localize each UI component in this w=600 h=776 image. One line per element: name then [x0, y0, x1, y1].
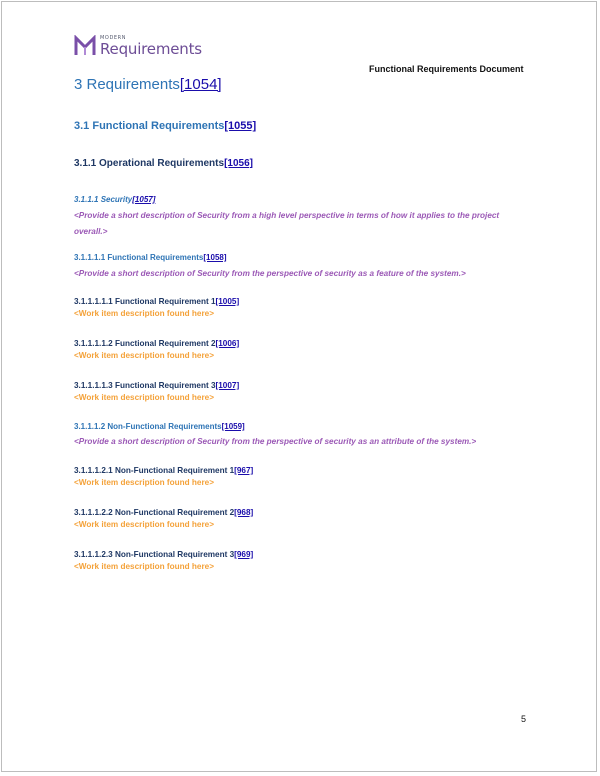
requirement-title	[74, 339, 524, 348]
work-item-link[interactable]: [1007]	[215, 381, 240, 390]
page-number: 5	[521, 714, 527, 724]
work-item-description: <Work item description found here>	[74, 351, 214, 360]
security-description: <Provide a short description of Security from a high level perspective in terms of how it applies to the project overall.>	[74, 211, 500, 236]
requirement-title-text: 3.1.1.1.2.1 Non-Functional Requirement 1	[74, 466, 235, 475]
requirement-title	[74, 508, 524, 517]
modern-requirements-logo	[74, 35, 202, 57]
work-item-description: <Work item description found here>	[74, 562, 214, 571]
requirement-item	[74, 339, 524, 360]
m-logo-icon	[74, 35, 96, 57]
requirement-title	[74, 466, 524, 475]
work-item-link[interactable]: [1055]	[224, 120, 257, 132]
work-item-link[interactable]: [967]	[234, 466, 254, 475]
work-item-link[interactable]: [1056]	[224, 158, 253, 169]
requirement-item	[74, 466, 524, 487]
work-item-description: <Work item description found here>	[74, 393, 214, 402]
work-item-link[interactable]: [1057]	[132, 195, 156, 204]
heading-text: 3.1.1 Operational Requirements	[74, 158, 225, 169]
requirement-title	[74, 550, 524, 559]
work-item-link[interactable]: [1058]	[203, 253, 227, 262]
heading-requirements	[74, 76, 524, 93]
requirement-title-text: 3.1.1.1.1.2 Functional Requirement 2	[74, 339, 216, 348]
heading-text: 3.1 Functional Requirements	[74, 120, 225, 132]
work-item-description: <Work item description found here>	[74, 309, 214, 318]
work-item-description: <Work item description found here>	[74, 478, 214, 487]
requirement-title-text: 3.1.1.1.1.3 Functional Requirement 3	[74, 381, 216, 390]
requirement-item	[74, 550, 524, 571]
requirement-title	[74, 297, 524, 306]
work-item-link[interactable]: [1006]	[215, 339, 240, 348]
work-item-description: <Work item description found here>	[74, 520, 214, 529]
document-page	[1, 1, 597, 772]
functional-description: <Provide a short description of Security from the perspective of security as a feature of the system.>	[74, 269, 466, 278]
non-functional-description: <Provide a short description of Security from the perspective of security as an attribute of the system.>	[74, 437, 477, 446]
heading-functional-requirements	[74, 120, 524, 132]
heading-security	[74, 195, 524, 204]
requirement-title	[74, 381, 524, 390]
heading-text: 3.1.1.1.2 Non-Functional Requirements	[74, 422, 222, 431]
work-item-link[interactable]: [968]	[234, 508, 254, 517]
requirement-title-text: 3.1.1.1.2.3 Non-Functional Requirement 3	[74, 550, 235, 559]
heading-non-functional-requirements	[74, 422, 524, 431]
logo-big-text: Requirements	[100, 39, 202, 58]
requirement-item	[74, 508, 524, 529]
heading-functional-requirements-sub	[74, 253, 524, 262]
work-item-link[interactable]: [1005]	[215, 297, 240, 306]
heading-operational-requirements	[74, 158, 524, 169]
document-title: Functional Requirements Document	[369, 64, 524, 74]
work-item-link[interactable]: [1059]	[221, 422, 245, 431]
logo-small-text: MODERN	[100, 34, 127, 41]
work-item-link[interactable]: [1054]	[179, 76, 222, 93]
requirement-title-text: 3.1.1.1.2.2 Non-Functional Requirement 2	[74, 508, 235, 517]
work-item-link[interactable]: [969]	[234, 550, 254, 559]
requirement-item	[74, 297, 524, 318]
heading-text: 3.1.1.1.1 Functional Requirements	[74, 253, 204, 262]
requirement-title-text: 3.1.1.1.1.1 Functional Requirement 1	[74, 297, 216, 306]
requirement-item	[74, 381, 524, 402]
heading-text: 3 Requirements	[74, 76, 180, 93]
heading-text: 3.1.1.1 Security	[74, 195, 133, 204]
